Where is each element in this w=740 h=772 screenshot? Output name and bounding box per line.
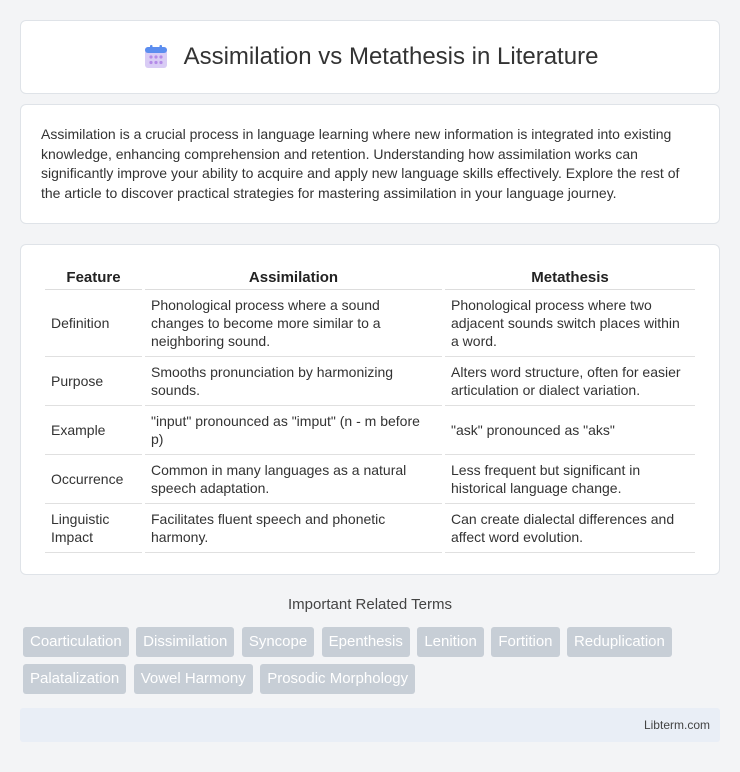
- assimilation-cell: Smooths pronunciation by harmonizing sounds.: [145, 357, 442, 406]
- footer: [20, 708, 720, 742]
- calendar-icon: [142, 43, 170, 71]
- feature-cell: Purpose: [45, 357, 142, 406]
- feature-cell: Definition: [45, 290, 142, 357]
- metathesis-cell: Can create dialectal differences and affect word evolution.: [445, 504, 695, 553]
- tag-reduplication[interactable]: Reduplication: [567, 627, 672, 657]
- intro-card: [20, 104, 720, 224]
- assimilation-cell: Common in many languages as a natural speech adaptation.: [145, 455, 442, 504]
- metathesis-cell: "ask" pronounced as "aks": [445, 406, 695, 455]
- comparison-card: [20, 244, 720, 575]
- tag-fortition[interactable]: Fortition: [491, 627, 559, 657]
- tag-prosodic-morphology[interactable]: Prosodic Morphology: [260, 664, 415, 694]
- intro-paragraph: Assimilation is a crucial process in language learning where new information is integrated into existing knowledge, enhancing comprehension and retention. Understanding how assimilation works can significantly improve your ability to acquire and apply new language skills effectively. Explore the rest of the article to discover practical strategies for mastering assimilation in your language journey.: [41, 126, 680, 201]
- feature-cell: Occurrence: [45, 455, 142, 504]
- tag-dissimilation[interactable]: Dissimilation: [136, 627, 234, 657]
- footer-site-link[interactable]: Libterm.com: [643, 718, 710, 732]
- metathesis-cell: Less frequent but significant in historical language change.: [445, 455, 695, 504]
- related-terms-heading: Important Related Terms: [288, 596, 452, 613]
- table-row: [45, 406, 695, 455]
- comparison-table: [42, 265, 698, 553]
- tag-syncope[interactable]: Syncope: [242, 627, 314, 657]
- header-feature: Feature: [45, 265, 142, 290]
- header-metathesis: Metathesis: [445, 265, 695, 290]
- table-row: [45, 504, 695, 553]
- assimilation-cell: Facilitates fluent speech and phonetic harmony.: [145, 504, 442, 553]
- tag-palatalization[interactable]: Palatalization: [23, 664, 126, 694]
- table-row: [45, 290, 695, 357]
- table-header-row: [45, 265, 695, 290]
- feature-cell: Example: [45, 406, 142, 455]
- title-card: [20, 20, 720, 94]
- tag-lenition[interactable]: Lenition: [417, 627, 484, 657]
- assimilation-cell: Phonological process where a sound changes to become more similar to a neighboring sound.: [145, 290, 442, 357]
- assimilation-cell: "input" pronounced as "imput" (n - m before p): [145, 406, 442, 455]
- tag-coarticulation[interactable]: Coarticulation: [23, 627, 129, 657]
- page-title: Assimilation vs Metathesis in Literature: [183, 43, 599, 70]
- table-row: [45, 357, 695, 406]
- tag-vowel-harmony[interactable]: Vowel Harmony: [134, 664, 253, 694]
- related-terms-list: [23, 627, 723, 701]
- metathesis-cell: Phonological process where two adjacent sounds switch places within a word.: [445, 290, 695, 357]
- header-assimilation: Assimilation: [145, 265, 442, 290]
- tag-epenthesis[interactable]: Epenthesis: [322, 627, 410, 657]
- feature-cell: Linguistic Impact: [45, 504, 142, 553]
- table-row: [45, 455, 695, 504]
- metathesis-cell: Alters word structure, often for easier articulation or dialect variation.: [445, 357, 695, 406]
